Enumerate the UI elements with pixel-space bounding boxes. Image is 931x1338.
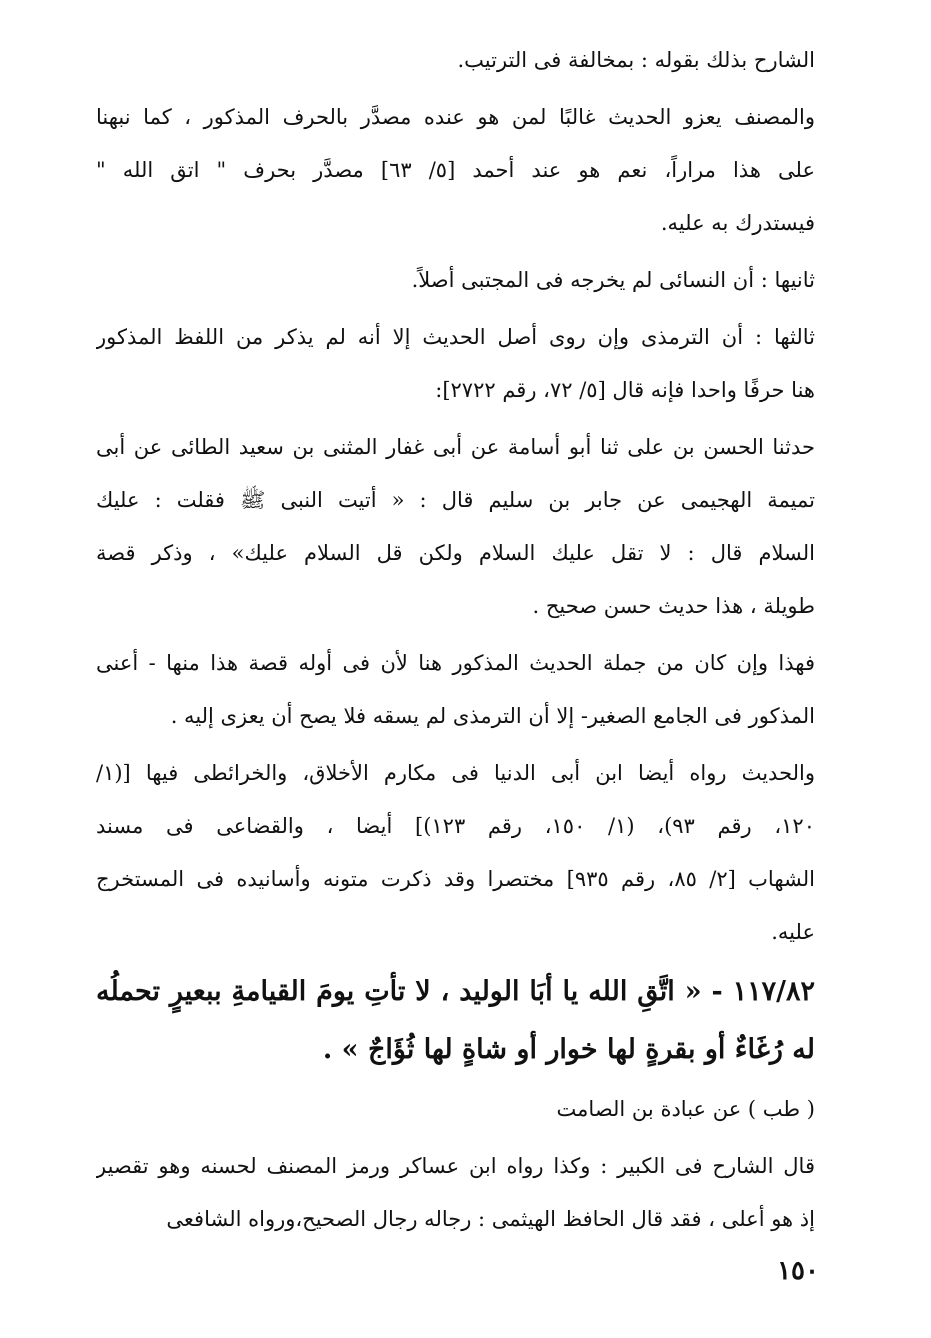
paragraph <box>96 254 815 307</box>
paragraph <box>96 637 815 743</box>
text-line: الشارح بذلك بقوله : بمخالفة فى الترتيب. <box>457 48 815 72</box>
page-body <box>96 34 815 1246</box>
text-line: له رُغَاءٌ أو بقرةٍ لها خوار أو شاةٍ لها ثُؤَاجٌ » . <box>322 1034 815 1065</box>
text-line: قال الشارح فى الكبير : وكذا رواه ابن عساكر ورمز المصنف لحسنه وهو تقصير <box>96 1154 815 1178</box>
text-line: ١٢٠، رقم ٩٣)، (١/ ١٥٠، رقم ١٢٣)] أيضا ، والقضاعى فى مسند <box>96 814 815 838</box>
paragraph <box>96 311 815 417</box>
paragraph <box>96 1140 815 1246</box>
text-line: عليه. <box>771 920 815 944</box>
text-line: ثالثها : أن الترمذى وإن روى أصل الحديث إلا أنه لم يذكر من اللفظ المذكور <box>96 325 815 349</box>
text-line: ( طب ) عن عبادة بن الصامت <box>556 1097 815 1121</box>
hadith-text <box>96 963 815 1079</box>
text-line: إذ هو أعلى ، فقد قال الحافظ الهيثمى : رجاله رجال الصحيح،ورواه الشافعى <box>166 1207 815 1231</box>
hadith-source <box>96 1083 815 1136</box>
text-line: ١١٧/٨٢ - « اتَّقِ الله يا أبَا الوليد ، لا تأتِ يومَ القيامةِ ببعيرٍ تحملُه <box>96 976 815 1007</box>
text-line: ثانيها : أن النسائى لم يخرجه فى المجتبى أصلاً. <box>411 268 815 292</box>
text-line: المذكور فى الجامع الصغير- إلا أن الترمذى لم يسقه فلا يصح أن يعزى إليه . <box>170 704 815 728</box>
text-line: هنا حرفًا واحدا فإنه قال [٥/ ٧٢، رقم ٢٧٢٢]: <box>435 378 815 402</box>
paragraph <box>96 421 815 633</box>
text-line: تميمة الهجيمى عن جابر بن سليم قال : « أتيت النبى ﷺ فقلت : عليك <box>96 488 815 512</box>
text-line: والحديث رواه أيضا ابن أبى الدنيا فى مكارم الأخلاق، والخرائطى فيها [(١/ <box>96 761 815 785</box>
text-line: فهذا وإن كان من جملة الحديث المذكور هنا لأن فى أوله قصة هذا منها - أعنى <box>96 651 815 675</box>
paragraph <box>96 91 815 250</box>
text-line: على هذا مراراً، نعم هو عند أحمد [٥/ ٦٣] مصدَّر بحرف " اتق الله " <box>96 158 815 182</box>
page-number: ١٥٠ <box>777 1256 819 1286</box>
paragraph <box>96 747 815 959</box>
paragraph <box>96 34 815 87</box>
text-line: الشهاب [٢/ ٨٥، رقم ٩٣٥] مختصرا وقد ذكرت متونه وأسانيده فى المستخرج <box>96 867 815 891</box>
text-line: طويلة ، هذا حديث حسن صحيح . <box>532 594 815 618</box>
text-line: فيستدرك به عليه. <box>660 211 815 235</box>
text-line: السلام قال : لا تقل عليك السلام ولكن قل السلام عليك» ، وذكر قصة <box>96 541 815 565</box>
text-line: والمصنف يعزو الحديث غالبًا لمن هو عنده مصدَّر بالحرف المذكور ، كما نبهنا <box>96 105 815 129</box>
text-line: حدثنا الحسن بن على ثنا أبو أسامة عن أبى غفار المثنى بن سعيد الطائى عن أبى <box>96 435 815 459</box>
